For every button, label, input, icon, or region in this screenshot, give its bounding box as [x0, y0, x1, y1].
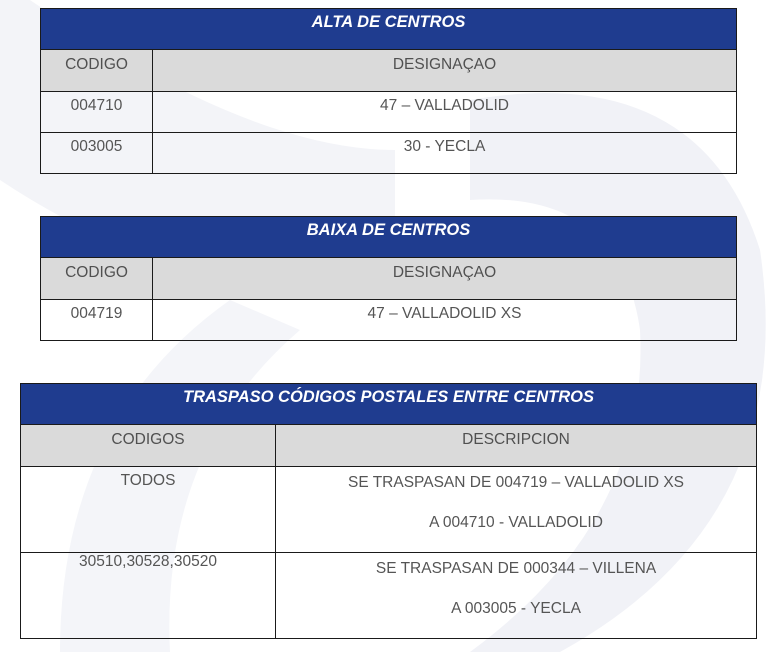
traspaso-descripcion — [276, 467, 757, 553]
traspaso-descripcion — [276, 553, 757, 639]
traspaso-codigos: TODOS — [21, 467, 276, 553]
traspaso-descripcion-line: A 004710 - VALLADOLID — [429, 514, 603, 531]
traspaso-descripcion-line: SE TRASPASAN DE 000344 – VILLENA — [375, 560, 657, 577]
traspaso-col-descripcion: DESCRIPCION — [276, 425, 757, 467]
traspaso-col-codigos: CODIGOS — [21, 425, 276, 467]
traspaso-table — [20, 383, 757, 639]
table-row — [21, 467, 757, 553]
baixa-col-codigo: CODIGO — [41, 258, 153, 300]
alta-designacao: 47 – VALLADOLID — [153, 92, 737, 133]
traspaso-title: TRASPASO CÓDIGOS POSTALES ENTRE CENTROS — [21, 384, 757, 425]
alta-table — [40, 8, 737, 174]
baixa-designacao: 47 – VALLADOLID XS — [153, 300, 737, 341]
alta-codigo: 004710 — [41, 92, 153, 133]
table-row — [41, 92, 737, 133]
traspaso-descripcion-line: A 003005 - YECLA — [451, 600, 581, 617]
alta-col-designacao: DESIGNAÇAO — [153, 50, 737, 92]
baixa-codigo: 004719 — [41, 300, 153, 341]
alta-title: ALTA DE CENTROS — [41, 9, 737, 50]
alta-col-codigo: CODIGO — [41, 50, 153, 92]
table-row — [21, 553, 757, 639]
baixa-col-designacao: DESIGNAÇAO — [153, 258, 737, 300]
table-row — [41, 300, 737, 341]
alta-designacao: 30 - YECLA — [153, 133, 737, 174]
baixa-title: BAIXA DE CENTROS — [41, 217, 737, 258]
traspaso-codigos: 30510,30528,30520 — [21, 553, 276, 639]
alta-codigo: 003005 — [41, 133, 153, 174]
table-row — [41, 133, 737, 174]
traspaso-descripcion-line: SE TRASPASAN DE 004719 – VALLADOLID XS — [348, 474, 684, 491]
baixa-table — [40, 216, 737, 341]
